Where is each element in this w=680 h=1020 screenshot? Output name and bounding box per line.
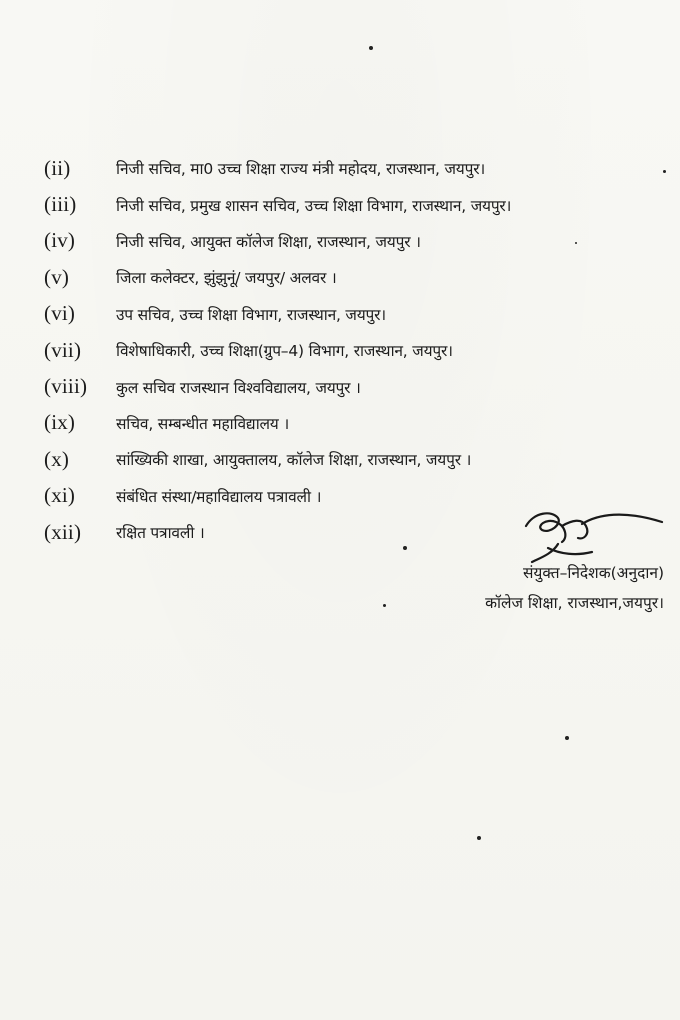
item-text: निजी सचिव, मा0 उच्च शिक्षा राज्य मंत्री महोदय, राजस्थान, जयपुर। [116, 160, 486, 179]
item-numeral: (iv) [44, 228, 76, 253]
signatory-office: कॉलेज शिक्षा, राजस्थान,जयपुर। [485, 594, 664, 612]
scan-speck [403, 546, 407, 550]
list-item [44, 150, 644, 186]
item-numeral: (v) [44, 264, 70, 289]
item-text: निजी सचिव, प्रमुख शासन सचिव, उच्च शिक्षा विभाग, राजस्थान, जयपुर। [116, 196, 512, 215]
item-text: कुल सचिव राजस्थान विश्वविद्यालय, जयपुर । [116, 378, 361, 397]
item-numeral: (xi) [44, 483, 76, 508]
item-text: जिला कलेक्टर, झुंझुनूं/ जयपुर/ अलवर । [116, 269, 337, 288]
item-text: उप सचिव, उच्च शिक्षा विभाग, राजस्थान, जयपुर। [116, 305, 386, 324]
item-text: निजी सचिव, आयुक्त कॉलेज शिक्षा, राजस्थान, जयपुर । [116, 232, 421, 251]
scan-speck [477, 836, 481, 840]
scan-speck [369, 46, 373, 50]
scan-speck [565, 736, 569, 740]
list-item [44, 296, 644, 332]
scan-speck [663, 170, 666, 173]
list-item [44, 223, 644, 259]
list-item [44, 259, 644, 295]
list-item [44, 368, 644, 404]
distribution-list [44, 150, 644, 550]
item-numeral: (ix) [44, 410, 76, 435]
item-text: संबंधित संस्था/महाविद्यालय पत्रावली । [116, 487, 322, 506]
list-item [44, 405, 644, 441]
item-numeral: (xii) [44, 519, 82, 544]
item-numeral: (viii) [44, 374, 88, 399]
item-numeral: (x) [44, 446, 70, 471]
list-item [44, 441, 644, 477]
signatory-block [485, 558, 664, 618]
scan-speck [575, 242, 577, 244]
item-numeral: (ii) [44, 155, 71, 180]
item-text: सचिव, सम्बन्धीत महाविद्यालय । [116, 414, 290, 433]
item-numeral: (vi) [44, 301, 76, 326]
list-item [44, 186, 644, 222]
list-item [44, 332, 644, 368]
item-text: विशेषाधिकारी, उच्च शिक्षा(ग्रुप–4) विभाग, राजस्थान, जयपुर। [116, 342, 453, 361]
item-text: रक्षित पत्रावली । [116, 524, 205, 543]
scan-speck [383, 604, 386, 607]
item-numeral: (vii) [44, 337, 82, 362]
item-numeral: (iii) [44, 192, 77, 217]
item-text: सांख्यिकी शाखा, आयुक्तालय, कॉलेज शिक्षा, राजस्थान, जयपुर । [116, 451, 472, 470]
signatory-designation: संयुक्त–निदेशक(अनुदान) [522, 564, 664, 582]
